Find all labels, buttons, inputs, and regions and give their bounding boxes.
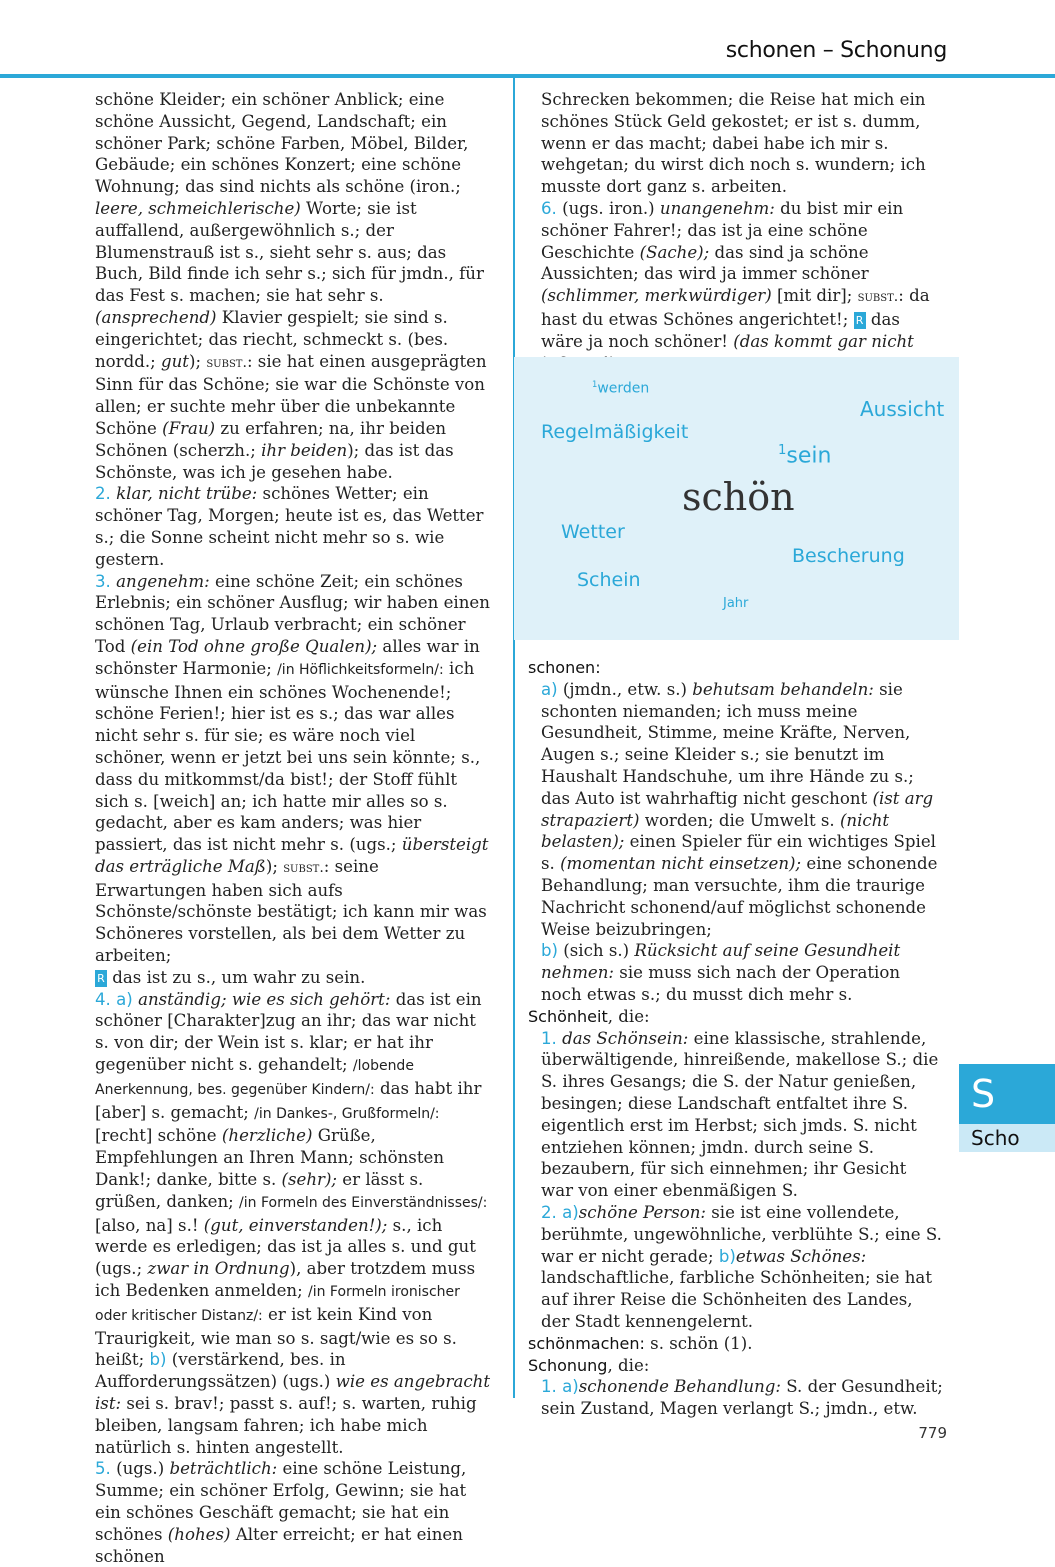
cloud-word: $^1$sein <box>778 443 832 469</box>
thumb-tab-prefix: Scho <box>959 1124 1055 1152</box>
sense-number: 2. <box>541 1202 557 1222</box>
thumb-tab-letter: S <box>959 1064 1055 1124</box>
sense-3: 3. angenehm: eine schöne Zeit; ein schönes Erlebnis; ein schöner Ausflug; wir haben einen schönen Tag, Urlaub verbracht; ein schöner Tod (ein Tod ohne große Qualen); alles war in schönster Harmonie; /in Höflichkeitsformeln/: ich wünsche Ihnen ein schönes Wochenende!; schöne Ferien!; hier ist es s.; das war alles nicht sehr s. für sie; es wäre noch viel schöner, wenn er jetzt bei uns sein könnte; s., dass du mitkommst/da bist!; der Stoff fühlt sich s. [weich] an; ich hatte mir alles so s. gedacht, aber es kam anders; was hier passiert, das ist nicht mehr s. (ugs.; übersteigt das erträgliche Maß); subst.: seine Erwartungen haben sich aufs Schönste/schönste bestätigt; ich kann mir was Schöneres vorstellen, als bei dem Wetter zu arbeiten; R das ist zu s., um wahr zu sein. <box>95 571 490 987</box>
cloud-word: Bescherung <box>792 545 905 567</box>
column-divider <box>513 78 515 1398</box>
sense-6: 6. (ugs. iron.) unangenehm: du bist mir ein schöner Fahrer!; das ist ja eine schöne Geschichte (Sache); das sind ja schöne Aussichten; das wird ja immer schöner (schlimmer, merkwürdiger) [mit dir]; subst.: da hast du etwas Schönes angerichtet!; R das wäre ja noch schöner! (das kommt gar nicht <box>541 198 930 351</box>
cloud-word: $^1$werden <box>592 379 650 397</box>
cloud-word: Jahr <box>723 596 749 611</box>
subsense-a: a) (jmdn., etw. s.) behutsam behandeln: sie schonten niemanden; ich muss meine Gesundheit, Stimme, meine Kräfte, Nerven, Augen s.; seine Kleider s.; sie benutzt im Haushalt Handschuhe, um ihre Hände zu s.; das Auto ist wahrhaftig nicht geschont (ist arg strapaziert) worden; die Umwelt s. (nicht belasten); einen Spieler für ein wichtiges Spiel s. (momentan nicht einsetzen); eine schonende Behandlung; man versuchte, ihm die traurige Nachricht schonend/auf möglichst schonende Weise beizubringen; b) (sich s.) Rücksicht auf seine Gesundheit nehmen: sie muss sich nach der Operation noch etwas s.; du musst dich mehr s. <box>541 679 938 1004</box>
left-column <box>95 89 490 1567</box>
subsense-letter: a) <box>562 1202 579 1222</box>
headword: schonen: <box>528 658 601 677</box>
headword-entry-schoenmachen: schönmachen: s. schön (1). <box>528 1333 753 1353</box>
subst-label: subst. <box>857 289 899 306</box>
sense-5: 5. (ugs.) beträchtlich: eine schöne Leistung, Summe; ein schöner Erfolg, Gewinn; sie hat ein schönes Geschäft gemacht; sie hat ein schönes (hohes) Alter erreicht; er hat einen schönen <box>95 1459 467 1566</box>
subsense-letter: a) <box>116 989 133 1009</box>
sense-number: 4. <box>95 989 111 1009</box>
entry-paragraph: schöne Kleider; ein schöner Anblick; eine schöne Aussicht, Gegend, Landschaft; ein schöner Park; schöne Farben, Möbel, Bilder, Gebäude; ein schönes Konzert; eine schöne Wohnung; das sind nichts als schöne (iron.; leere, schmeichlerische) Worte; sie ist auffallend, außergewöhnlich s.; der Blumenstrauß ist s., sieht sehr s. aus; das Buch, Bild finde ich sehr s.; sich für jmdn., für das Fest s. machen; sie hat sehr s. (ansprechend) Klavier gespielt; sie sind s. eingerichtet; das riecht, schmeckt s. (bes. nordd.; gut); subst.: sie hat einen ausgeprägten Sinn für das Schöne; sie war die Schönste von allen; er suchte mehr über die unbekannte Schöne (Frau) zu erfahren; na, ihr beiden Schönen (scherzh.; ihr beiden); das ist das Schönste, was ich je gesehen habe. <box>95 90 487 482</box>
sense-number: 2. <box>95 484 111 504</box>
subsense-letter: a) <box>562 1377 579 1397</box>
sense-2: 2. a)schöne Person: sie ist eine vollendete, berühmte, ungewöhnliche, verblühte S.; eine S. war er nicht gerade; b)etwas Schönes: landschaftliche, farbliche Schönheiten; sie hat auf ihrer Reise die Schönheiten des Landes, der Stadt kennengelernt. <box>541 1202 942 1331</box>
sense-number: 1. <box>541 1377 557 1397</box>
cloud-word: Schein <box>577 569 641 591</box>
sense-number: 6. <box>541 198 557 218</box>
sense-number: 1. <box>541 1028 557 1048</box>
subst-label: subst. <box>283 859 324 876</box>
right-column-top <box>541 89 943 374</box>
entry-continuation: Schrecken bekommen; die Reise hat mich ein schönes Stück Geld gekostet; er ist s. dumm, wenn er das macht; dabei habe ich mir s. wehgetan; du wirst dich noch s. wundern; ich musste dort ganz s. arbeiten. <box>541 90 926 197</box>
header-rule <box>0 74 1055 78</box>
sense-2: 2. klar, nicht trübe: schönes Wetter; ein schöner Tag, Morgen; heute ist es, das Wetter s.; die Sonne scheint nicht mehr so s. wie gestern. <box>95 484 484 569</box>
phrase-marker-icon: R <box>854 312 866 329</box>
headword: Schonung <box>528 1355 608 1375</box>
right-column-bottom <box>528 657 943 1420</box>
subsense-letter: a) <box>541 679 558 699</box>
subst-label: subst. <box>206 354 247 371</box>
sense-number: 3. <box>95 571 111 591</box>
headword: Schönheit <box>528 1006 608 1026</box>
thumb-index-tab <box>959 1064 1055 1152</box>
cloud-word: Regelmäßigkeit <box>541 421 689 443</box>
cloud-headword: schön <box>682 475 795 519</box>
headword-entry-schoenheit: Schönheit, die: <box>528 1006 650 1026</box>
subsense-letter: b) <box>541 941 559 961</box>
headword: schönmachen: <box>528 1333 645 1353</box>
sense-4: 4. a) anständig; wie es sich gehört: das ist ein schöner [Charakter]zug an ihr; das war nicht s. von dir; der Wein ist s. klar; er hat ihr gegenüber nicht s. gehandelt; /lobende Anerkennung, bes. gegenüber Kindern/: das habt ihr [aber] s. gemacht; /in Dankes-, Grußformeln/: [recht] schöne (herzliche) Grüße, Empfehlungen an Ihren Mann; schönsten Dank!; danke, bitte s. (sehr); er lässt s. grüßen, danken; /in Formeln des Einverständnisses/: [also, na] s.! (gut, einverstanden!); s., ich werde es erledigen; das ist ja alles s. und gut (ugs.; zwar in Ordnung), aber trotzdem muss ich Bedenken anmelden; /in Formeln ironischer oder kritischer Distanz/: er ist kein Kind von Traurigkeit, wie man so s. sagt/wie es so s. heißt; b) (verstärkend, bes. in Aufforderungssätzen) (ugs.) wie es angebracht ist: sei s. brav!; passt s. auf!; s. warten, ruhig bleiben, langsam fahren; ich habe mich natürlich s. hinten angestellt. <box>95 989 491 1457</box>
subsense-letter: b) <box>718 1246 736 1266</box>
cloud-word: Wetter <box>561 521 625 543</box>
cloud-word: Aussicht <box>860 397 945 421</box>
subsense-letter: b) <box>149 1350 167 1370</box>
running-head: schonen – Schonung <box>725 38 947 63</box>
sense-1: 1. a)schonende Behandlung: S. der Gesundheit; sein Zustand, Magen verlangt S.; jmdn., etw. <box>541 1377 943 1419</box>
sense-1: 1. das Schönsein: eine klassische, strahlende, überwältigende, hinreißende, makellose S.; die S. ihres Gesangs; die S. der Natur genießen, besingen; diese Landschaft entfaltet ihre S. eigentlich erst im Herbst; sich jmds. S. nicht entziehen können; jmdn. durch seine S. bezaubern, für sich einnehmen; ihr Gesicht war von einer ebenmäßigen S. <box>541 1028 939 1201</box>
headword-entry-schonung: Schonung, die: <box>528 1355 650 1375</box>
page-number: 779 <box>918 1424 947 1442</box>
headword-entry-schonen <box>528 657 943 679</box>
page-header <box>0 0 1055 80</box>
phrase-marker-icon: R <box>95 970 107 987</box>
word-cloud <box>514 357 959 640</box>
sense-number: 5. <box>95 1459 111 1479</box>
